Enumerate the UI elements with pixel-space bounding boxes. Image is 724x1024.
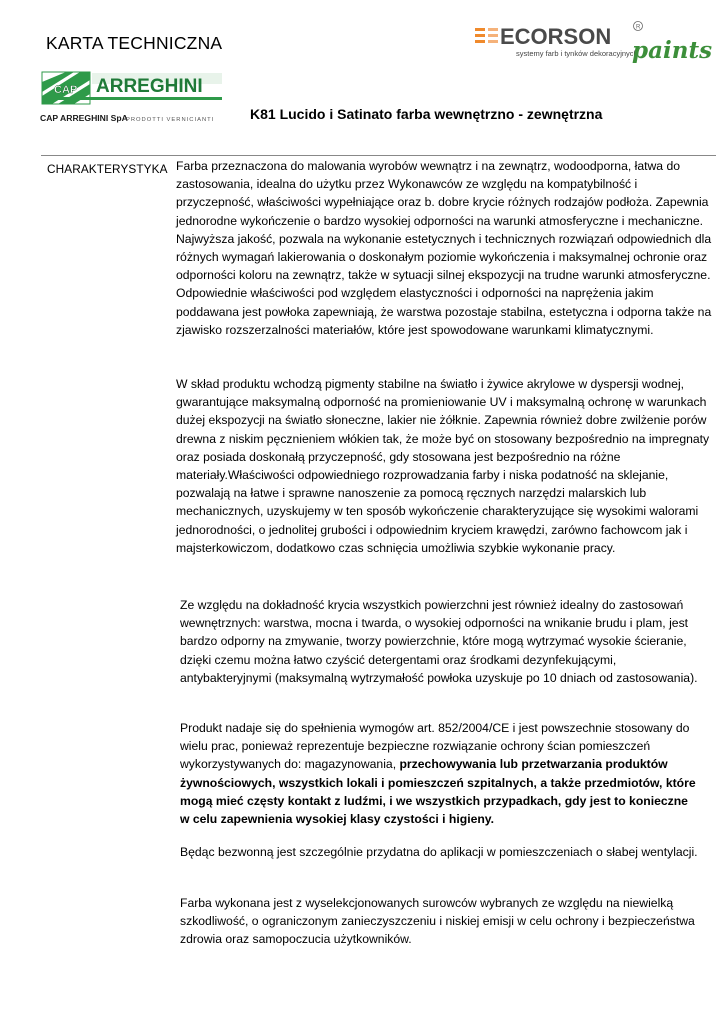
ecorson-mark-icon bbox=[475, 28, 498, 43]
paragraph-3: Ze względu na dokładność krycia wszystkich powierzchni jest również idealny do zastosowań wewnętrznych: warstwa, mocna i twarda, o wysokiej odporności na wnikanie brudu i plam, jest bardzo odporny na zmywanie, tworzy powierzchnie, które mogą wytrzymać wysokie ścieranie, dzięki czemu można łatwo czyścić detergentami oraz środkami dezynfekującymi, antybakteryjnymi (maksymalną wytrzymałość powłoka uzyskuje po 10 dniach od zastosowania). bbox=[180, 598, 698, 685]
ecorson-tagline: systemy farb i tynków dekoracyjnych bbox=[516, 49, 638, 58]
paragraph-2: W skład produktu wchodzą pigmenty stabilne na światło i żywice akrylowe w dyspersji wodnej, gwarantujące maksymalną odporność na promieniowanie UV i maksymalną ochronę w warunkach dużej ekspozycji na światło słoneczne, lakier nie żółknie. Zapewnia również dobre zwilżenie porów drewna z niskim pęcznieniem włókien tak, że może być on stosowany bezpośrednio na impregnaty oraz posiada doskonałą przyczepność, gdy stosowana jest bezpośrednio na różne materiały.Właściwości odpowiedniego rozprowadzania farby i niska podatność na sklejanie, pozwalają na łatwe i sprawne nanoszenie za pomocą ręcznych narzędzi malarskich lub mechanicznych, uzyskujemy w ten sposób wykończenie charakteryzujące się wysokimi walorami jednorodności, o jednolitej grubości i odpowiednim kryciem krawędzi, zarówno fachowcom jak i majsterkowiczom, dodatkowo czas schnięcia umożliwia szybkie wykonanie pracy. bbox=[176, 377, 710, 555]
paragraph-4-text: Produkt nadaje się do spełnienia wymogów art. 852/2004/CE i jest powszechnie stosowany do wielu prac, ponieważ reprezentuje bezpieczne rozwiązanie ochrony ścian pomieszczeń wykorzystywanych do: magazynowania, bbox=[180, 721, 690, 772]
document-type-label: KARTA TECHNICZNA bbox=[46, 33, 223, 53]
product-title: K81 Lucido i Satinato farba wewnętrzno - zewnętrzna bbox=[250, 106, 603, 122]
arreghini-logo bbox=[40, 66, 230, 128]
svg-text:CAP: CAP bbox=[54, 84, 78, 96]
paragraph-4-bold-text: przechowywania lub przetwarzania produktów żywnościowych, wszystkich lokali i pomieszczeń szpitalnych, a także przedmiotów, które mogą mieć częsty kontakt z ludźmi, i we wszystkich przypadkach, gdy jest to konieczne w celu zapewnienia wysokiej klasy czystości i higieny. bbox=[180, 757, 696, 827]
svg-text:R: R bbox=[636, 24, 641, 31]
arreghini-tagline: PRODOTTI VERNICIANTI bbox=[126, 117, 215, 123]
paragraph-1: Farba przeznaczona do malowania wyrobów wewnątrz i na zewnątrz, wodoodporna, łatwa do zastosowania, idealna do użytku przez Wykonawców ze względu na kompatybilność i przyczepność, właściwości wypełniające oraz b. dobre krycie różnych rodzajów podłoża. Zapewnia jednorodne wykończenie o bardzo wysokiej odporności na warunki atmosferyczne i mechaniczne. Najwyższa jakość, pozwala na wykonanie estetycznych i technicznych rozwiązań odpowiednich dla różnych wymagań lakierowania o doskonałym poziomie wykończenia i maksymalnej ochronie oraz odporności koloru na zewnątrz, także w sytuacji silnej ekspozycji na trudne warunki atmosferyczne. Odpowiednie właściwości pod względem elastyczności i odporności na naprężenia jakim poddawana jest powłoka zapewniają, że warstwa pozostaje stabilna, estetyczna i odporna także na zjawisko rozszerzalności materiałów, które jest spowodowane warunkami klimatycznymi. bbox=[176, 159, 712, 337]
section-divider bbox=[41, 155, 716, 156]
arreghini-wordmark: ARREGHINI bbox=[96, 76, 203, 97]
section-label: CHARAKTERYSTYKA bbox=[47, 162, 168, 176]
paints-wordmark: paints bbox=[632, 37, 713, 64]
ecorson-paints-logo bbox=[472, 20, 720, 70]
arreghini-company-name: CAP ARREGHINI SpA bbox=[40, 113, 128, 123]
paragraph-6: Farba wykonana jest z wyselekcjonowanych surowców wybranych ze względu na niewielką szkodliwość, o ograniczonym zanieczyszczeniu i niskiej emisji w celu ochrony i bezpieczeństwa zdrowia oraz samopoczucia użytkowników. bbox=[180, 896, 695, 947]
paragraph-4 bbox=[180, 719, 700, 828]
ecorson-wordmark: ECORSON bbox=[500, 24, 612, 49]
paragraph-5: Będąc bezwonną jest szczególnie przydatna do aplikacji w pomieszczeniach o słabej wentylacji. bbox=[180, 845, 698, 859]
